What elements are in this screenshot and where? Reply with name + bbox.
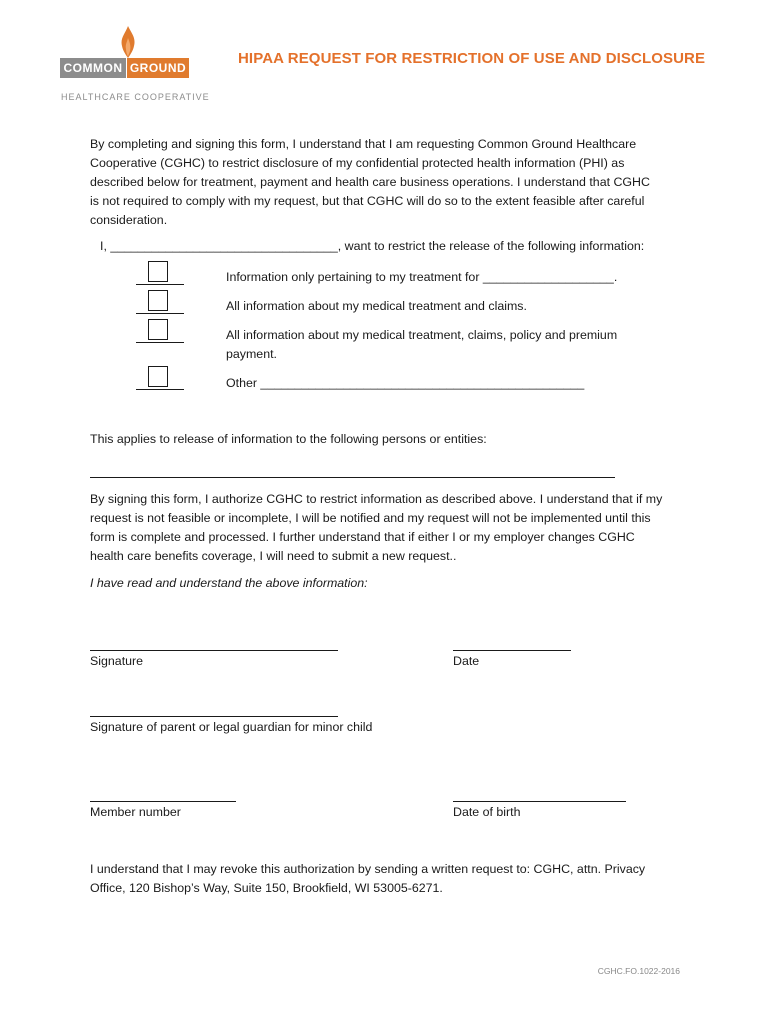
option-treatment-only: Information only pertaining to my treatment for ___________________. <box>226 270 618 284</box>
name-restrict-line[interactable]: I, _________________________________, want to restrict the release of the following information: <box>100 239 645 253</box>
checkbox-underline <box>136 313 184 314</box>
logo-word-common: COMMON <box>60 58 126 78</box>
authorize-line: By signing this form, I authorize CGHC to restrict information as described above. I understand that if my <box>90 492 663 506</box>
intro-line: consideration. <box>90 213 168 227</box>
intro-paragraph <box>90 135 682 230</box>
revoke-line: Office, 120 Bishop’s Way, Suite 150, Brookfield, WI 53005-6271. <box>90 881 443 895</box>
member-number-line[interactable] <box>90 801 236 802</box>
logo-word-ground: GROUND <box>127 58 189 78</box>
revoke-paragraph <box>90 860 682 898</box>
checkbox-all-information[interactable] <box>148 319 168 340</box>
checkbox-other[interactable] <box>148 366 168 387</box>
intro-line: described below for treatment, payment and health care business operations. I understand that CGHC <box>90 175 650 189</box>
intro-line: is not required to comply with my request, but that CGHC will do so to the extent feasible after careful <box>90 194 645 208</box>
option-line: payment. <box>226 347 277 361</box>
option-medical-claims: All information about my medical treatment and claims. <box>226 299 527 313</box>
date-label: Date <box>453 654 480 668</box>
authorize-line: form is complete and processed. I further understand that if either I or my employer changes CGHC <box>90 530 635 544</box>
checkbox-medical-claims[interactable] <box>148 290 168 311</box>
guardian-signature-line[interactable] <box>90 716 338 717</box>
checkbox-underline <box>136 389 184 390</box>
intro-line: Cooperative (CGHC) to restrict disclosure of my confidential protected health information (PHI) as <box>90 156 625 170</box>
authorize-paragraph <box>90 490 682 566</box>
applies-text: This applies to release of information to the following persons or entities: <box>90 432 487 446</box>
signature-line[interactable] <box>90 650 338 651</box>
intro-line: By completing and signing this form, I understand that I am requesting Common Ground Healthcare <box>90 137 637 151</box>
flame-icon <box>118 26 138 58</box>
date-of-birth-line[interactable] <box>453 801 626 802</box>
member-number-label: Member number <box>90 805 181 819</box>
entities-line[interactable] <box>90 477 615 478</box>
acknowledge-text: I have read and understand the above information: <box>90 576 368 590</box>
date-of-birth-label: Date of birth <box>453 805 521 819</box>
revoke-line: I understand that I may revoke this authorization by sending a written request to: CGHC, attn. Privacy <box>90 862 646 876</box>
authorize-line: request is not feasible or incomplete, I will be notified and my request will not be implemented until this <box>90 511 651 525</box>
option-other: Other _______________________________________________ <box>226 376 585 390</box>
date-line[interactable] <box>453 650 571 651</box>
option-line: All information about my medical treatment, claims, policy and premium <box>226 328 618 342</box>
signature-label: Signature <box>90 654 144 668</box>
checkbox-treatment-only[interactable] <box>148 261 168 282</box>
form-code: CGHC.FO.1022-2016 <box>597 966 680 976</box>
company-logo <box>60 26 210 106</box>
authorize-line: health care benefits coverage, I will need to submit a new request.. <box>90 549 457 563</box>
checkbox-underline <box>136 284 184 285</box>
option-all-information <box>226 326 617 364</box>
guardian-signature-label: Signature of parent or legal guardian for minor child <box>90 720 373 734</box>
checkbox-underline <box>136 342 184 343</box>
form-title: HIPAA REQUEST FOR RESTRICTION OF USE AND DISCLOSURE <box>238 50 706 67</box>
logo-subtitle: HEALTHCARE COOPERATIVE <box>61 92 210 102</box>
